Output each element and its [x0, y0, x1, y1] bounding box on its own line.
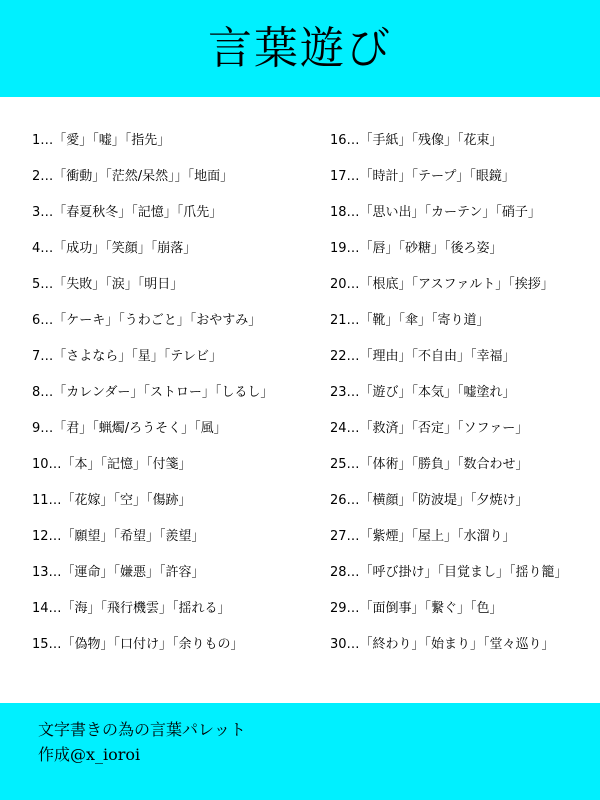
- palette-entry: 15…「偽物」「口付け」「余りもの」: [32, 636, 244, 652]
- palette-column-left: [32, 120, 273, 660]
- footer-banner: [0, 703, 600, 800]
- palette-entry: 12…「願望」「希望」「羨望」: [32, 528, 205, 544]
- palette-entry: 19…「唇」「砂糖」「後ろ姿」: [330, 240, 503, 256]
- palette-entry: 23…「遊び」「本気」「嘘塗れ」: [330, 384, 516, 400]
- palette-entry: 11…「花嫁」「空」「傷跡」: [32, 492, 192, 508]
- palette-entry: 21…「靴」「傘」「寄り道」: [330, 312, 490, 328]
- palette-entry: 26…「横顔」「防波堤」「夕焼け」: [330, 492, 529, 508]
- palette-entry: 25…「体術」「勝負」「数合わせ」: [330, 456, 529, 472]
- palette-column-right: [330, 120, 568, 660]
- palette-entry: 28…「呼び掛け」「目覚まし」「揺り籠」: [330, 564, 568, 580]
- palette-entry: 8…「カレンダー」「ストロー」「しるし」: [32, 384, 274, 400]
- palette-entry: 9…「君」「蝋燭/ろうそく」「風」: [32, 420, 227, 436]
- palette-entry: 20…「根底」「アスファルト」「挨拶」: [330, 276, 554, 292]
- palette-entry: 29…「面倒事」「繋ぐ」「色」: [330, 600, 503, 616]
- palette-entry: 30…「終わり」「始まり」「堂々巡り」: [330, 636, 555, 652]
- palette-entry: 18…「思い出」「カーテン」「硝子」: [330, 204, 541, 220]
- palette-entry: 10…「本」「記憶」「付箋」: [32, 456, 192, 472]
- header-banner: [0, 0, 600, 97]
- palette-entry: 14…「海」「飛行機雲」「揺れる」: [32, 600, 231, 616]
- footer-subtitle: 文字書きの為の言葉パレット: [38, 720, 246, 739]
- palette-entry: 2…「衝動」「茫然/呆然」」「地面」: [32, 168, 234, 184]
- palette-entry: 27…「紫煙」「屋上」「水溜り」: [330, 528, 516, 544]
- palette-entry: 4…「成功」「笑顔」「崩落」: [32, 240, 197, 256]
- footer-credit: 作成@x_ioroi: [38, 745, 141, 764]
- palette-entry: 7…「さよなら」「星」「テレビ」: [32, 348, 223, 364]
- palette-entry: 5…「失敗」「涙」「明日」: [32, 276, 184, 292]
- palette-entry: 3…「春夏秋冬」「記憶」「爪先」: [32, 204, 223, 220]
- palette-entry: 24…「救済」「否定」「ソファー」: [330, 420, 529, 436]
- palette-entry: 6…「ケーキ」「うわごと」「おやすみ」: [32, 312, 262, 328]
- palette-entry: 17…「時計」「テープ」「眼鏡」: [330, 168, 515, 184]
- palette-entry: 1…「愛」「嘘」「指先」: [32, 132, 171, 148]
- palette-entry: 22…「理由」「不自由」「幸福」: [330, 348, 516, 364]
- palette-entry: 13…「運命」「嫌悪」「許容」: [32, 564, 205, 580]
- page-title: 言葉遊び: [208, 22, 392, 74]
- palette-entry: 16…「手紙」「残像」「花束」: [330, 132, 503, 148]
